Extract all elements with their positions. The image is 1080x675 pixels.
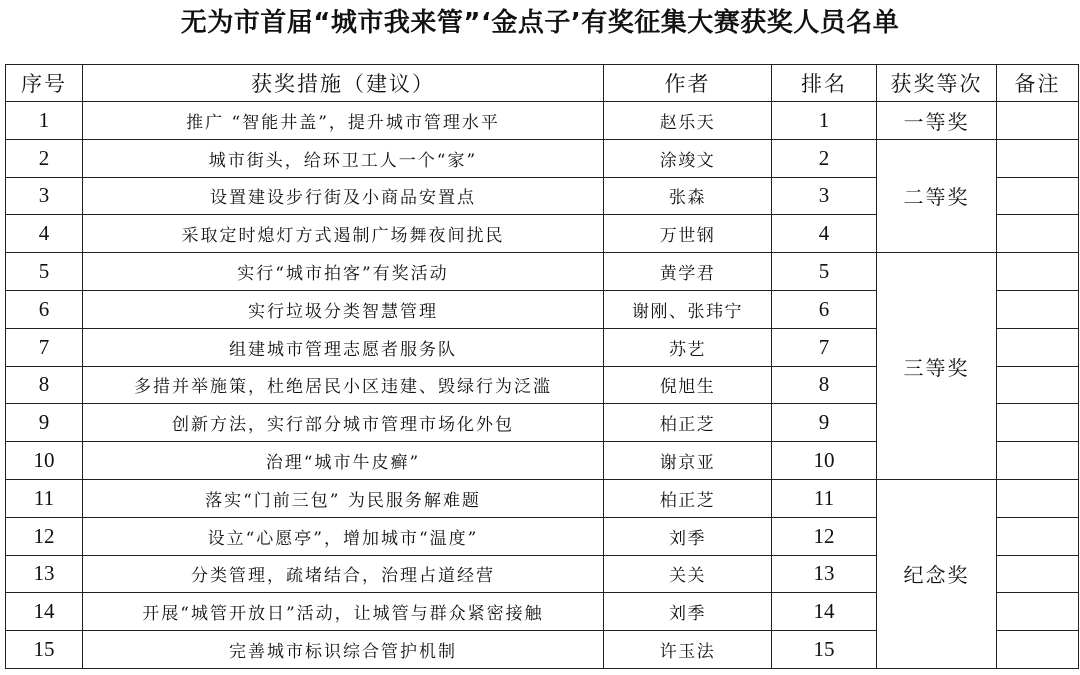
row-author: 黄学君	[604, 253, 772, 291]
row-remark	[997, 517, 1079, 555]
row-index: 2	[6, 139, 83, 177]
row-remark	[997, 328, 1079, 366]
table-row	[6, 139, 1079, 177]
row-index: 15	[6, 631, 83, 669]
row-rank: 7	[772, 328, 877, 366]
row-index: 14	[6, 593, 83, 631]
row-measure: 推广 “智能井盖”，提升城市管理水平	[83, 102, 604, 140]
row-index: 10	[6, 442, 83, 480]
row-rank: 2	[772, 139, 877, 177]
row-rank: 15	[772, 631, 877, 669]
row-rank: 14	[772, 593, 877, 631]
row-rank: 3	[772, 177, 877, 215]
row-index: 13	[6, 555, 83, 593]
row-measure: 实行“城市拍客”有奖活动	[83, 253, 604, 291]
document-title: 无为市首届“城市我来管”‘金点子’有奖征集大赛获奖人员名单	[180, 8, 900, 38]
row-remark	[997, 253, 1079, 291]
row-rank: 5	[772, 253, 877, 291]
row-measure: 设立“心愿亭”，增加城市“温度”	[83, 517, 604, 555]
row-author: 倪旭生	[604, 366, 772, 404]
row-author: 谢京亚	[604, 442, 772, 480]
row-rank: 8	[772, 366, 877, 404]
row-measure: 多措并举施策，杜绝居民小区违建、毁绿行为泛滥	[83, 366, 604, 404]
row-index: 9	[6, 404, 83, 442]
row-remark	[997, 139, 1079, 177]
row-index: 11	[6, 479, 83, 517]
award-level-second: 二等奖	[877, 139, 997, 252]
row-author: 万世钢	[604, 215, 772, 253]
row-rank: 1	[772, 102, 877, 140]
row-index: 3	[6, 177, 83, 215]
header-index: 序号	[6, 65, 83, 102]
row-author: 谢刚、张玮宁	[604, 290, 772, 328]
row-author: 许玉法	[604, 631, 772, 669]
row-index: 5	[6, 253, 83, 291]
row-rank: 4	[772, 215, 877, 253]
row-rank: 9	[772, 404, 877, 442]
row-measure: 实行垃圾分类智慧管理	[83, 290, 604, 328]
row-author: 柏正芝	[604, 479, 772, 517]
header-measure: 获奖措施（建议）	[83, 65, 604, 102]
row-measure: 创新方法，实行部分城市管理市场化外包	[83, 404, 604, 442]
row-rank: 12	[772, 517, 877, 555]
row-remark	[997, 555, 1079, 593]
row-author: 刘季	[604, 517, 772, 555]
row-rank: 11	[772, 479, 877, 517]
header-author: 作者	[604, 65, 772, 102]
row-index: 8	[6, 366, 83, 404]
row-index: 12	[6, 517, 83, 555]
row-remark	[997, 631, 1079, 669]
row-index: 7	[6, 328, 83, 366]
row-measure: 设置建设步行街及小商品安置点	[83, 177, 604, 215]
row-measure: 城市街头，给环卫工人一个“家”	[83, 139, 604, 177]
row-remark	[997, 215, 1079, 253]
header-rank: 排名	[772, 65, 877, 102]
row-index: 1	[6, 102, 83, 140]
row-remark	[997, 102, 1079, 140]
row-measure: 采取定时熄灯方式遏制广场舞夜间扰民	[83, 215, 604, 253]
row-measure: 完善城市标识综合管护机制	[83, 631, 604, 669]
row-author: 关关	[604, 555, 772, 593]
row-author: 苏艺	[604, 328, 772, 366]
row-remark	[997, 479, 1079, 517]
row-remark	[997, 177, 1079, 215]
row-measure: 组建城市管理志愿者服务队	[83, 328, 604, 366]
table-row	[6, 253, 1079, 291]
row-author: 张森	[604, 177, 772, 215]
row-remark	[997, 290, 1079, 328]
row-remark	[997, 366, 1079, 404]
row-author: 刘季	[604, 593, 772, 631]
row-measure: 落实“门前三包” 为民服务解难题	[83, 479, 604, 517]
row-rank: 6	[772, 290, 877, 328]
row-index: 6	[6, 290, 83, 328]
header-remark: 备注	[997, 65, 1079, 102]
row-author: 柏正芝	[604, 404, 772, 442]
row-measure: 分类管理，疏堵结合，治理占道经营	[83, 555, 604, 593]
row-measure: 开展“城管开放日”活动，让城管与群众紧密接触	[83, 593, 604, 631]
row-author: 涂竣文	[604, 139, 772, 177]
header-level: 获奖等次	[877, 65, 997, 102]
row-remark	[997, 593, 1079, 631]
table-row	[6, 102, 1079, 140]
row-remark	[997, 404, 1079, 442]
row-measure: 治理“城市牛皮癣”	[83, 442, 604, 480]
row-rank: 13	[772, 555, 877, 593]
row-remark	[997, 442, 1079, 480]
award-level-first: 一等奖	[877, 102, 997, 140]
table-row	[6, 479, 1079, 517]
row-author: 赵乐天	[604, 102, 772, 140]
row-index: 4	[6, 215, 83, 253]
award-level-third: 三等奖	[877, 253, 997, 480]
awards-table	[5, 64, 1079, 669]
table-header-row	[6, 65, 1079, 102]
award-level-commemorative: 纪念奖	[877, 479, 997, 668]
row-rank: 10	[772, 442, 877, 480]
